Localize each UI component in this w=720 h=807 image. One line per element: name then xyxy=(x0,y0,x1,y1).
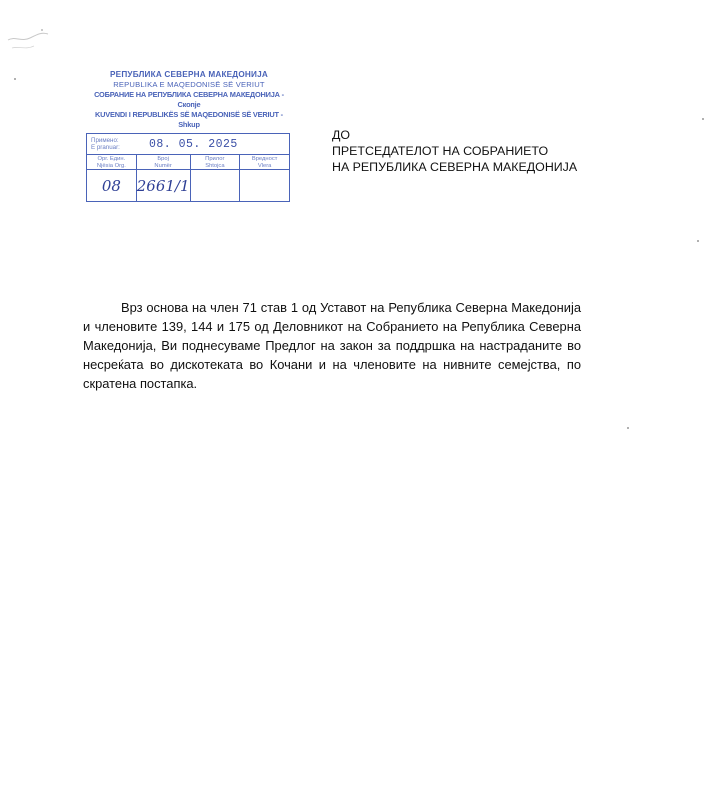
stamp-col-attachment xyxy=(191,155,241,201)
scan-speck xyxy=(697,240,699,242)
scan-speck xyxy=(14,78,16,80)
col-head-sq: Vlera xyxy=(257,162,272,169)
col-value-org-unit: 08 xyxy=(101,176,121,195)
addressee-institution: НА РЕПУБЛИКА СЕВЕРНА МАКЕДОНИЈА xyxy=(332,160,578,174)
col-head-sq: Shtojca xyxy=(205,162,225,169)
col-value-value xyxy=(240,170,289,201)
stamp-line-2: REPUBLIKA E MAQEDONISË SË VERIUT xyxy=(113,80,265,89)
scan-artifact xyxy=(6,28,50,56)
stamp-date-value: 08. 05. 2025 xyxy=(149,137,238,151)
body-paragraph: Врз основа на член 71 став 1 од Уставот на Република Северна Македонија и членовите 139, 144 и 175 од Деловникот на Собранието на Република Северна Македонија, Ви поднесуваме Предлог на закон за поддршка на настраданите во несреќата во дискотеката во Кочани и на членовите на нивните семејства, по скратена постапка. xyxy=(83,300,581,391)
date-caption-sq: E pranuar: xyxy=(91,144,120,151)
addressee-to: ДО xyxy=(332,128,351,142)
stamp-grid xyxy=(87,155,289,201)
col-head-sq: Njësia Org. xyxy=(96,162,126,169)
date-caption-mk: Примено: xyxy=(91,137,119,144)
stamp-header xyxy=(86,70,292,130)
col-head-mk: Орг. Един. xyxy=(97,156,126,162)
addressee-recipient: ПРЕТСЕДАТЕЛОТ НА СОБРАНИЕТО xyxy=(332,144,549,158)
col-head-mk: Број xyxy=(157,156,169,162)
col-value-attachment xyxy=(191,170,240,201)
col-head xyxy=(240,155,289,170)
stamp-table xyxy=(86,133,290,202)
stamp-line-4: KUVENDI I REPUBLIKËS SË MAQEDONISË SË VERIUT - Shkup xyxy=(95,110,283,129)
registry-stamp xyxy=(86,70,292,202)
scan-speck xyxy=(702,118,704,120)
stamp-col-number xyxy=(137,155,191,201)
stamp-date-caption xyxy=(87,137,149,151)
col-head xyxy=(87,155,136,170)
stamp-date-row xyxy=(87,134,289,155)
stamp-line-1: РЕПУБЛИКА СЕВЕРНА МАКЕДОНИЈА xyxy=(110,70,268,79)
stamp-col-org-unit xyxy=(87,155,137,201)
col-head xyxy=(191,155,240,170)
col-value-number: 2661/1 xyxy=(136,176,190,195)
col-head-mk: Прилог xyxy=(205,156,225,162)
scan-speck xyxy=(627,427,629,429)
col-head-mk: Вредност xyxy=(251,156,278,162)
col-head xyxy=(137,155,190,170)
stamp-line-3: СОБРАНИЕ НА РЕПУБЛИКА СЕВЕРНА МАКЕДОНИЈА - Скопје xyxy=(94,90,284,109)
col-head-sq: Numër xyxy=(154,162,172,169)
stamp-col-value xyxy=(240,155,289,201)
addressee-block xyxy=(332,127,577,175)
